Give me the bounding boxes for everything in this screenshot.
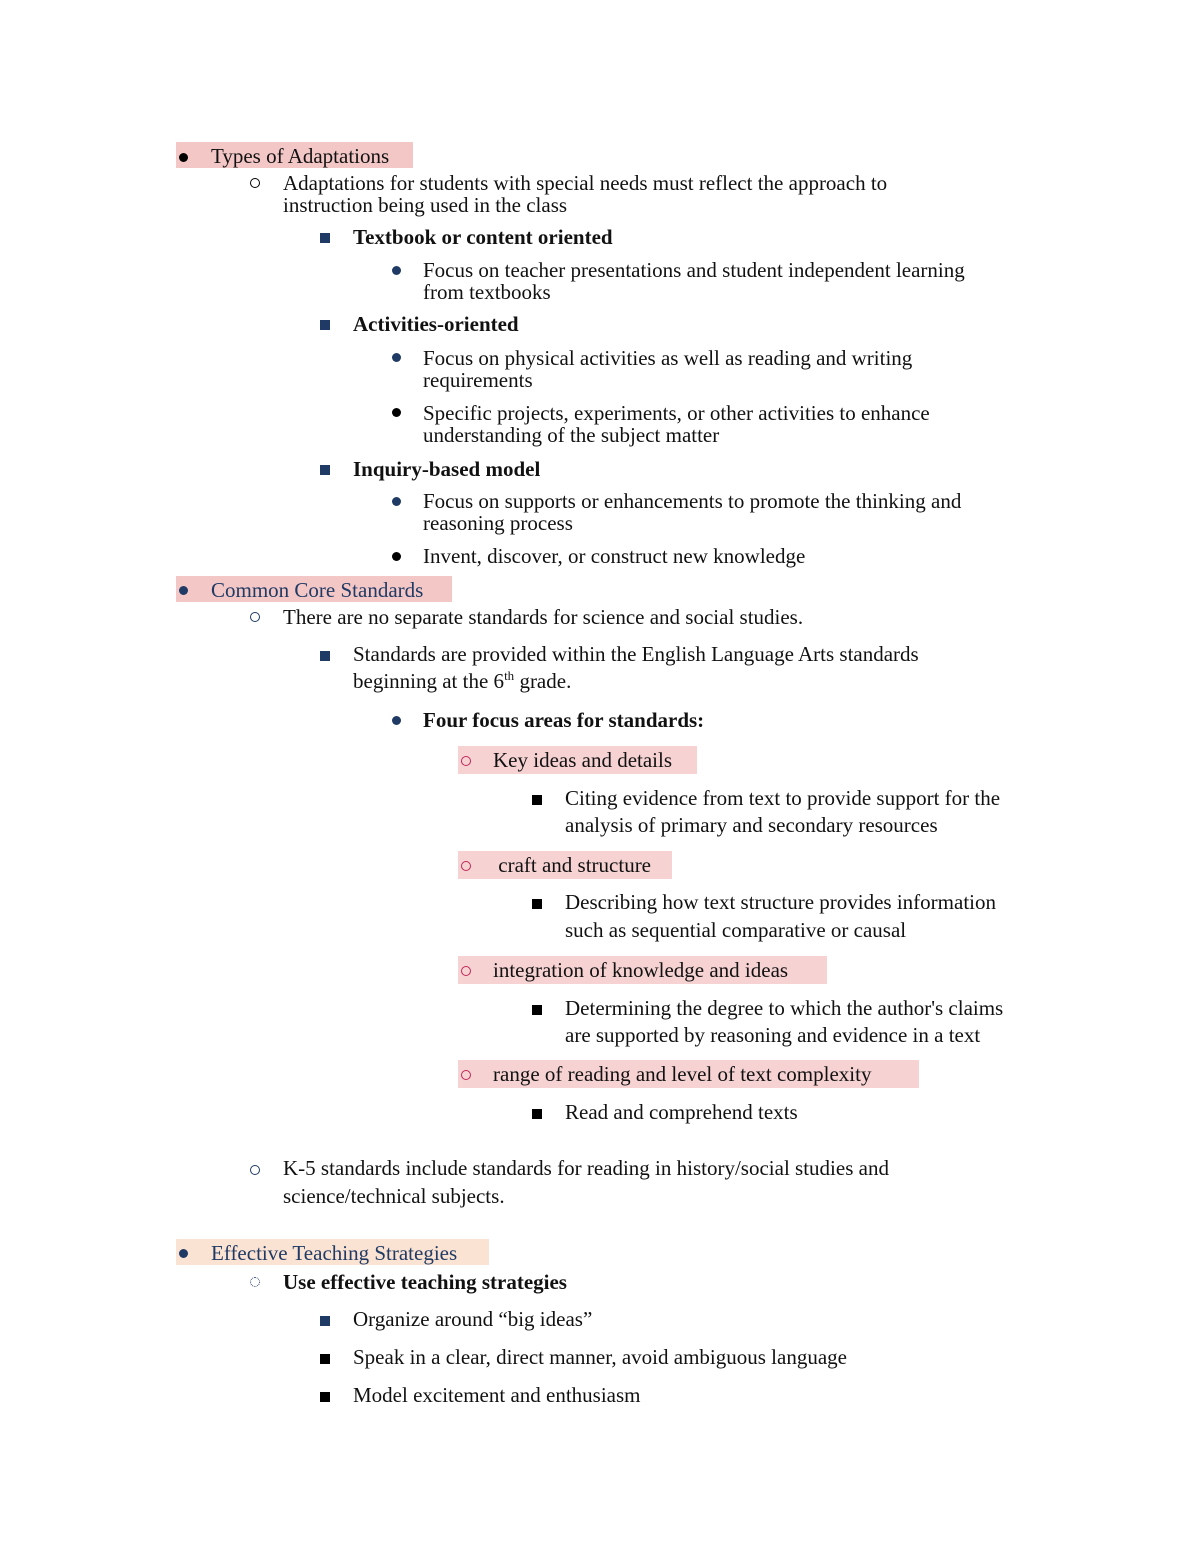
bullet-ring-icon (461, 1070, 471, 1080)
focus-area-detail-line1: Read and comprehend texts (565, 1100, 798, 1124)
use-strategies-label: Use effective teaching strategies (283, 1270, 567, 1294)
focus-area-label: range of reading and level of text complexity (493, 1062, 872, 1086)
activities-item2-line1: Specific projects, experiments, or other activities to enhance (423, 401, 930, 425)
bullet-dot-icon (392, 716, 401, 725)
bullet-square-icon (320, 465, 330, 475)
focus-area-label: craft and structure (493, 853, 652, 877)
inquiry-item2: Invent, discover, or construct new knowledge (423, 544, 806, 568)
focus-area-detail-line1: Describing how text structure provides information (565, 890, 996, 914)
strategy-item: Speak in a clear, direct manner, avoid ambiguous language (353, 1345, 847, 1369)
bullet-square-icon (320, 1354, 330, 1364)
bullet-dot-icon (392, 353, 401, 362)
bullet-square-icon (320, 1392, 330, 1402)
bullet-ring-icon (461, 861, 471, 871)
textbook-label: Textbook or content oriented (353, 225, 613, 249)
focus-area-label: Key ideas and details (493, 748, 673, 772)
bullet-ring-icon (461, 966, 471, 976)
bullet-ring-icon (250, 178, 260, 188)
bullet-square-icon (320, 1316, 330, 1326)
inquiry-item1-line1: Focus on supports or enhancements to promote the thinking and (423, 489, 962, 513)
strategy-item: Organize around “big ideas” (353, 1307, 593, 1331)
activities-item1-line2: requirements (423, 368, 533, 392)
bullet-dot-icon (392, 497, 401, 506)
bullet-dot-icon (179, 1249, 188, 1258)
bullet-ring-icon (250, 1165, 260, 1175)
bullet-dot-icon (392, 552, 401, 561)
ela-line2-post: grade. (514, 669, 572, 693)
bullet-square-icon (532, 899, 542, 909)
bullet-ring-icon (461, 756, 471, 766)
bullet-square-icon (532, 1109, 542, 1119)
strategy-item: Model excitement and enthusiasm (353, 1383, 641, 1407)
ordinal-suffix: th (504, 668, 515, 683)
bullet-dot-icon (392, 408, 401, 417)
adaptations-intro-line2: instruction being used in the class (283, 193, 568, 217)
activities-item1-line1: Focus on physical activities as well as reading and writing (423, 346, 913, 370)
activities-item2-line2: understanding of the subject matter (423, 423, 720, 447)
bullet-dot-icon (392, 266, 401, 275)
k5-standards-line1: K-5 standards include standards for reading in history/social studies and (283, 1156, 889, 1180)
section-heading-adaptations: Types of Adaptations (211, 144, 390, 168)
bullet-square-icon (320, 651, 330, 661)
ela-standards-line2 (353, 668, 571, 695)
bullet-square-icon (532, 1005, 542, 1015)
ela-standards-line1: Standards are provided within the English Language Arts standards (353, 642, 919, 666)
section-heading-strategies: Effective Teaching Strategies (211, 1241, 458, 1265)
focus-area-detail-line1: Determining the degree to which the author's claims (565, 996, 1004, 1020)
textbook-item1-line2: from textbooks (423, 280, 551, 304)
no-separate-standards: There are no separate standards for science and social studies. (283, 605, 804, 629)
adaptations-intro-line1: Adaptations for students with special needs must reflect the approach to (283, 171, 888, 195)
bullet-dot-icon (179, 153, 188, 162)
focus-area-detail-line2: analysis of primary and secondary resources (565, 813, 938, 837)
focus-area-detail-line1: Citing evidence from text to provide support for the (565, 786, 1001, 810)
bullet-ring-icon (250, 612, 260, 622)
inquiry-item1-line2: reasoning process (423, 511, 573, 535)
ela-line2-pre: beginning at the 6 (353, 669, 505, 693)
inquiry-label: Inquiry-based model (353, 457, 541, 481)
focus-area-label: integration of knowledge and ideas (493, 958, 789, 982)
bullet-square-icon (320, 233, 330, 243)
bullet-dot-icon (179, 586, 188, 595)
section-heading-common-core: Common Core Standards (211, 578, 424, 602)
focus-area-detail-line2: such as sequential comparative or causal (565, 918, 907, 942)
bullet-ring-icon (250, 1277, 260, 1287)
focus-area-detail-line2: are supported by reasoning and evidence in a text (565, 1023, 981, 1047)
textbook-item1-line1: Focus on teacher presentations and student independent learning (423, 258, 965, 282)
activities-label: Activities-oriented (353, 312, 519, 336)
bullet-square-icon (532, 795, 542, 805)
k5-standards-line2: science/technical subjects. (283, 1184, 505, 1208)
focus-areas-label: Four focus areas for standards: (423, 708, 705, 732)
bullet-square-icon (320, 320, 330, 330)
